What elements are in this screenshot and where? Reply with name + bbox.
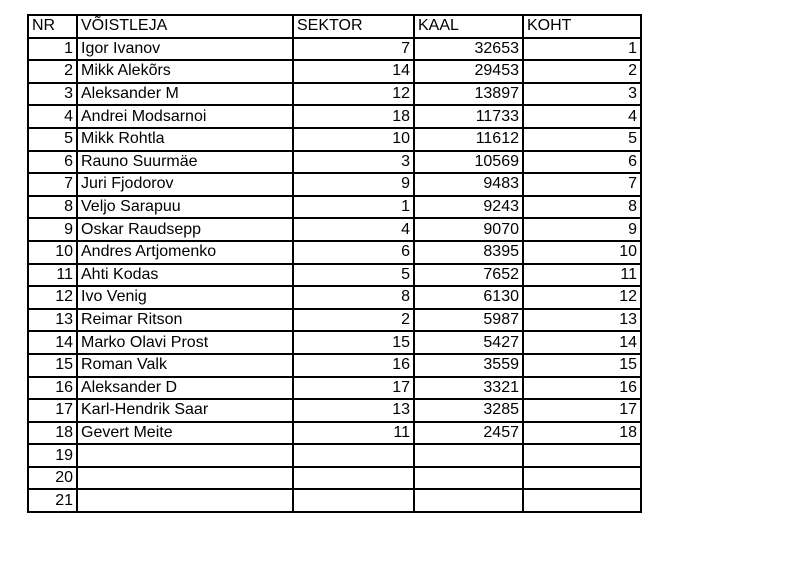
cell-kaal: 6130: [414, 286, 523, 309]
table-row: [28, 38, 641, 61]
cell-sektor: 7: [293, 38, 414, 61]
table-row: [28, 241, 641, 264]
cell-nr: 19: [28, 444, 77, 467]
cell-nr: 14: [28, 331, 77, 354]
cell-kaal: 32653: [414, 38, 523, 61]
cell-kaal: 5987: [414, 309, 523, 332]
cell-nr: 21: [28, 489, 77, 512]
cell-koht: 14: [523, 331, 641, 354]
cell-name: Igor Ivanov: [77, 38, 293, 61]
cell-name: Ahti Kodas: [77, 264, 293, 287]
cell-sektor: [293, 467, 414, 490]
cell-name: [77, 489, 293, 512]
table-row: [28, 377, 641, 400]
cell-name: Aleksander M: [77, 83, 293, 106]
cell-sektor: 15: [293, 331, 414, 354]
cell-nr: 15: [28, 354, 77, 377]
cell-nr: 7: [28, 173, 77, 196]
table-row: [28, 331, 641, 354]
cell-nr: 4: [28, 105, 77, 128]
header-kaal: KAAL: [414, 15, 523, 38]
cell-kaal: 3285: [414, 399, 523, 422]
results-table: [27, 14, 642, 513]
cell-sektor: 17: [293, 377, 414, 400]
table-row: [28, 399, 641, 422]
header-koht: KOHT: [523, 15, 641, 38]
table-row: [28, 173, 641, 196]
cell-koht: 11: [523, 264, 641, 287]
cell-koht: 17: [523, 399, 641, 422]
cell-sektor: 13: [293, 399, 414, 422]
cell-sektor: 11: [293, 422, 414, 445]
cell-name: Gevert Meite: [77, 422, 293, 445]
cell-nr: 20: [28, 467, 77, 490]
table-row: [28, 422, 641, 445]
cell-sektor: 8: [293, 286, 414, 309]
header-sektor: SEKTOR: [293, 15, 414, 38]
cell-nr: 13: [28, 309, 77, 332]
cell-sektor: 16: [293, 354, 414, 377]
cell-koht: 13: [523, 309, 641, 332]
cell-sektor: 2: [293, 309, 414, 332]
cell-sektor: 18: [293, 105, 414, 128]
cell-sektor: 3: [293, 151, 414, 174]
table-row: [28, 489, 641, 512]
cell-koht: 6: [523, 151, 641, 174]
table-row: [28, 354, 641, 377]
cell-sektor: 4: [293, 218, 414, 241]
cell-name: Andres Artjomenko: [77, 241, 293, 264]
header-nr: NR: [28, 15, 77, 38]
cell-kaal: 9243: [414, 196, 523, 219]
cell-name: Rauno Suurmäe: [77, 151, 293, 174]
cell-nr: 11: [28, 264, 77, 287]
header-row: [28, 15, 641, 38]
cell-kaal: [414, 467, 523, 490]
table-row: [28, 286, 641, 309]
cell-kaal: 8395: [414, 241, 523, 264]
cell-kaal: 11612: [414, 128, 523, 151]
cell-name: Juri Fjodorov: [77, 173, 293, 196]
cell-koht: [523, 489, 641, 512]
cell-koht: 15: [523, 354, 641, 377]
cell-sektor: 10: [293, 128, 414, 151]
cell-nr: 9: [28, 218, 77, 241]
table-row: [28, 467, 641, 490]
cell-kaal: [414, 444, 523, 467]
cell-kaal: 9070: [414, 218, 523, 241]
cell-sektor: 5: [293, 264, 414, 287]
table-row: [28, 128, 641, 151]
header-voistleja: VÕISTLEJA: [77, 15, 293, 38]
cell-koht: 9: [523, 218, 641, 241]
cell-name: Mikk Rohtla: [77, 128, 293, 151]
cell-kaal: 3559: [414, 354, 523, 377]
cell-sektor: 12: [293, 83, 414, 106]
cell-name: Roman Valk: [77, 354, 293, 377]
table-row: [28, 309, 641, 332]
cell-koht: 12: [523, 286, 641, 309]
cell-sektor: 6: [293, 241, 414, 264]
cell-sektor: 14: [293, 60, 414, 83]
cell-sektor: [293, 489, 414, 512]
cell-name: Veljo Sarapuu: [77, 196, 293, 219]
cell-nr: 2: [28, 60, 77, 83]
table-row: [28, 218, 641, 241]
cell-koht: [523, 444, 641, 467]
cell-name: Ivo Venig: [77, 286, 293, 309]
cell-nr: 3: [28, 83, 77, 106]
table-row: [28, 264, 641, 287]
cell-nr: 8: [28, 196, 77, 219]
cell-nr: 1: [28, 38, 77, 61]
table-row: [28, 196, 641, 219]
cell-kaal: 9483: [414, 173, 523, 196]
cell-name: Karl-Hendrik Saar: [77, 399, 293, 422]
cell-kaal: 2457: [414, 422, 523, 445]
cell-kaal: 7652: [414, 264, 523, 287]
cell-nr: 18: [28, 422, 77, 445]
cell-kaal: 3321: [414, 377, 523, 400]
cell-kaal: 13897: [414, 83, 523, 106]
cell-kaal: 10569: [414, 151, 523, 174]
cell-nr: 6: [28, 151, 77, 174]
cell-name: Andrei Modsarnoi: [77, 105, 293, 128]
cell-sektor: [293, 444, 414, 467]
cell-nr: 12: [28, 286, 77, 309]
cell-name: Marko Olavi Prost: [77, 331, 293, 354]
cell-koht: 1: [523, 38, 641, 61]
cell-sektor: 9: [293, 173, 414, 196]
table-row: [28, 151, 641, 174]
cell-koht: [523, 467, 641, 490]
table-row: [28, 444, 641, 467]
cell-kaal: 11733: [414, 105, 523, 128]
cell-name: Oskar Raudsepp: [77, 218, 293, 241]
table-row: [28, 83, 641, 106]
cell-koht: 10: [523, 241, 641, 264]
cell-name: [77, 444, 293, 467]
cell-kaal: 29453: [414, 60, 523, 83]
cell-nr: 10: [28, 241, 77, 264]
cell-name: Mikk Alekõrs: [77, 60, 293, 83]
cell-nr: 16: [28, 377, 77, 400]
cell-koht: 8: [523, 196, 641, 219]
cell-nr: 17: [28, 399, 77, 422]
cell-koht: 7: [523, 173, 641, 196]
cell-sektor: 1: [293, 196, 414, 219]
cell-koht: 3: [523, 83, 641, 106]
table-row: [28, 105, 641, 128]
table-row: [28, 60, 641, 83]
cell-name: [77, 467, 293, 490]
cell-name: Aleksander D: [77, 377, 293, 400]
cell-koht: 18: [523, 422, 641, 445]
cell-koht: 5: [523, 128, 641, 151]
cell-name: Reimar Ritson: [77, 309, 293, 332]
cell-koht: 16: [523, 377, 641, 400]
cell-koht: 2: [523, 60, 641, 83]
cell-kaal: 5427: [414, 331, 523, 354]
cell-nr: 5: [28, 128, 77, 151]
cell-kaal: [414, 489, 523, 512]
cell-koht: 4: [523, 105, 641, 128]
